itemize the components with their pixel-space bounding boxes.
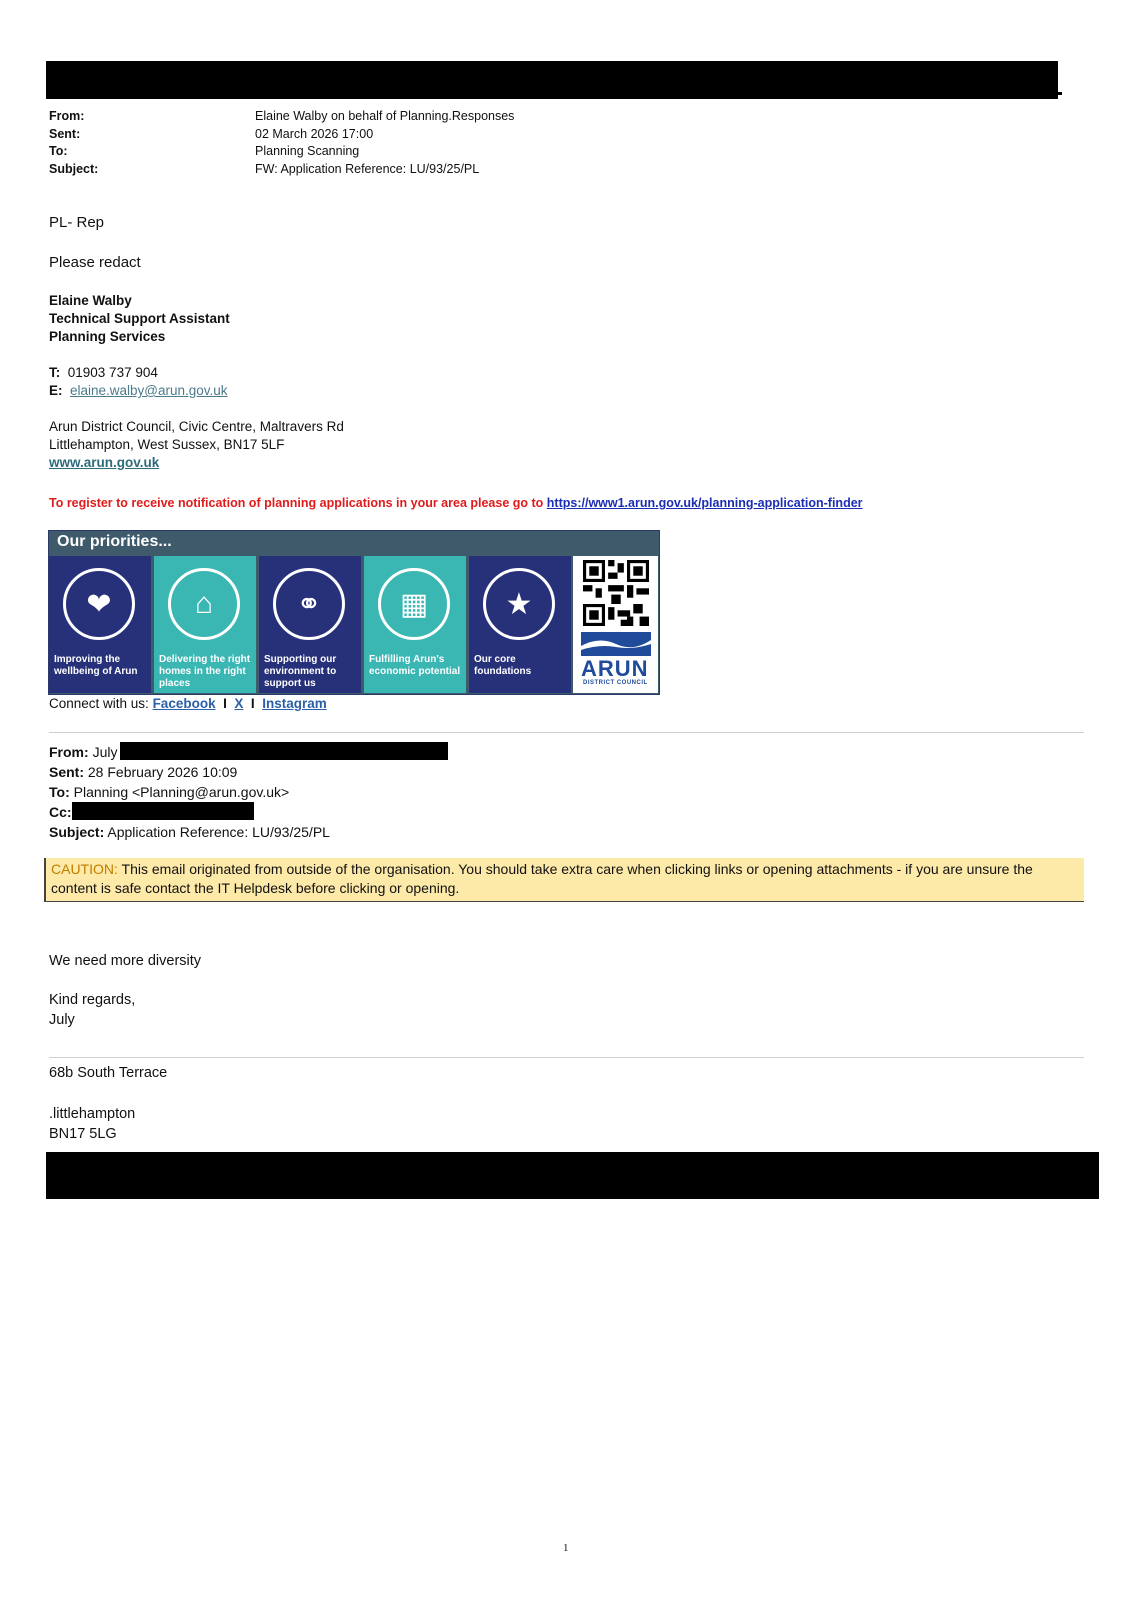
arun-logo-subtext: DISTRICT COUNCIL xyxy=(583,680,648,686)
footer-address xyxy=(49,1104,135,1144)
priority-tile-homes xyxy=(154,556,256,693)
email-label: E: xyxy=(49,383,63,398)
address-block xyxy=(49,418,344,472)
fwd-cc-label: Cc: xyxy=(49,804,72,820)
page-number: 1 xyxy=(563,1542,569,1554)
instagram-link[interactable]: Instagram xyxy=(262,696,327,711)
brick-wall-icon: ▦ xyxy=(378,568,450,640)
social-separator: I xyxy=(250,696,255,711)
sig-name: Elaine Walby xyxy=(49,293,132,308)
email-header xyxy=(49,108,514,178)
priority-tile-wellbeing xyxy=(49,556,151,693)
from-value: Elaine Walby on behalf of Planning.Responses xyxy=(255,109,515,123)
fwd-from-value: July xyxy=(92,744,118,760)
fwd-to-label: To: xyxy=(49,784,70,800)
priority-tile-foundations xyxy=(469,556,571,693)
to-value: Planning Scanning xyxy=(255,144,360,158)
message-line-1: We need more diversity xyxy=(49,953,202,969)
footer-address-line-3: BN17 5LG xyxy=(49,1126,117,1142)
priorities-banner xyxy=(48,530,660,695)
sig-title: Technical Support Assistant xyxy=(49,311,230,326)
priority-tile-environment xyxy=(259,556,361,693)
fwd-from-label: From: xyxy=(49,744,89,760)
lightbulb-leaf-icon: ⚭ xyxy=(273,568,345,640)
application-finder-link[interactable]: https://www1.arun.gov.uk/planning-application-finder xyxy=(546,496,863,510)
fwd-subject-label: Subject: xyxy=(49,824,105,840)
redaction-from-email xyxy=(120,742,448,760)
redaction-bar-bottom xyxy=(46,1152,1099,1199)
arun-logo-tile xyxy=(573,556,658,693)
notice-text: To register to receive notification of planning applications in your area please go to xyxy=(49,496,547,510)
tile-caption: Fulfilling Arun's economic potential xyxy=(369,654,461,677)
website-link[interactable]: www.arun.gov.uk xyxy=(49,455,160,470)
fwd-sent-label: Sent: xyxy=(49,764,84,780)
redaction-bar-top-tail xyxy=(1050,92,1062,95)
sig-dept: Planning Services xyxy=(49,329,166,344)
message-line-2: Kind regards, xyxy=(49,992,136,1008)
sent-value: 02 March 2026 17:00 xyxy=(255,126,374,141)
address-line-2: Littlehampton, West Sussex, BN17 5LF xyxy=(49,437,285,452)
separator-line xyxy=(49,732,1084,733)
message-line-3: July xyxy=(49,1012,75,1028)
from-label: From: xyxy=(49,109,85,123)
footer-address-line-1: 68b South Terrace xyxy=(49,1065,168,1081)
fwd-subject-value: Application Reference: LU/93/25/PL xyxy=(107,824,330,840)
redaction-cc xyxy=(72,802,254,820)
subject-label: Subject: xyxy=(49,161,99,176)
contact-block xyxy=(49,364,228,400)
subject-value: FW: Application Reference: LU/93/25/PL xyxy=(255,161,480,176)
message-signoff xyxy=(49,990,135,1030)
banner-title: Our priorities... xyxy=(57,533,172,550)
tel-value: 01903 737 904 xyxy=(67,365,158,380)
email-link[interactable]: elaine.walby@arun.gov.uk xyxy=(70,383,228,398)
tile-caption: Improving the wellbeing of Arun xyxy=(54,654,138,677)
house-family-icon: ⌂ xyxy=(168,568,240,640)
body-line-2: Please redact xyxy=(49,254,141,271)
footer-address-line-2: .littlehampton xyxy=(49,1106,136,1122)
tile-caption: Supporting our environment to support us xyxy=(264,654,337,689)
x-link[interactable]: X xyxy=(234,696,244,711)
notification-notice xyxy=(49,496,863,510)
qr-code-icon[interactable] xyxy=(583,560,649,626)
redaction-bar-top xyxy=(46,61,1058,99)
tile-caption: Our core foundations xyxy=(474,654,532,677)
fwd-to-value: Planning <Planning@arun.gov.uk> xyxy=(73,784,290,800)
body-line-1: PL- Rep xyxy=(49,214,105,231)
address-line-1: Arun District Council, Civic Centre, Maltravers Rd xyxy=(49,419,344,434)
tile-caption: Delivering the right homes in the right places xyxy=(159,654,251,689)
sent-label: Sent: xyxy=(49,126,81,141)
arun-wave-icon xyxy=(581,632,651,656)
caution-text: This email originated from outside of the organisation. You should take extra care when clicking links or opening attachments - if you are unsure the content is safe contact the IT Helpdesk before clicking or opening. xyxy=(51,861,1033,896)
caution-banner xyxy=(44,858,1084,902)
connect-label: Connect with us: xyxy=(49,696,153,711)
tel-label: T: xyxy=(49,365,61,380)
social-separator: I xyxy=(223,696,227,711)
facebook-link[interactable]: Facebook xyxy=(152,696,216,711)
fwd-sent-value: 28 February 2026 10:09 xyxy=(87,764,238,780)
to-label: To: xyxy=(49,144,68,158)
signature xyxy=(49,292,230,346)
hand-stars-icon: ★ xyxy=(483,568,555,640)
connect-with-us xyxy=(49,696,327,711)
heart-icon: ❤ xyxy=(63,568,135,640)
separator-line xyxy=(49,1057,1084,1058)
caution-label: CAUTION: xyxy=(51,861,118,877)
arun-logo-text: ARUN xyxy=(581,656,649,681)
priority-tile-economic xyxy=(364,556,466,693)
